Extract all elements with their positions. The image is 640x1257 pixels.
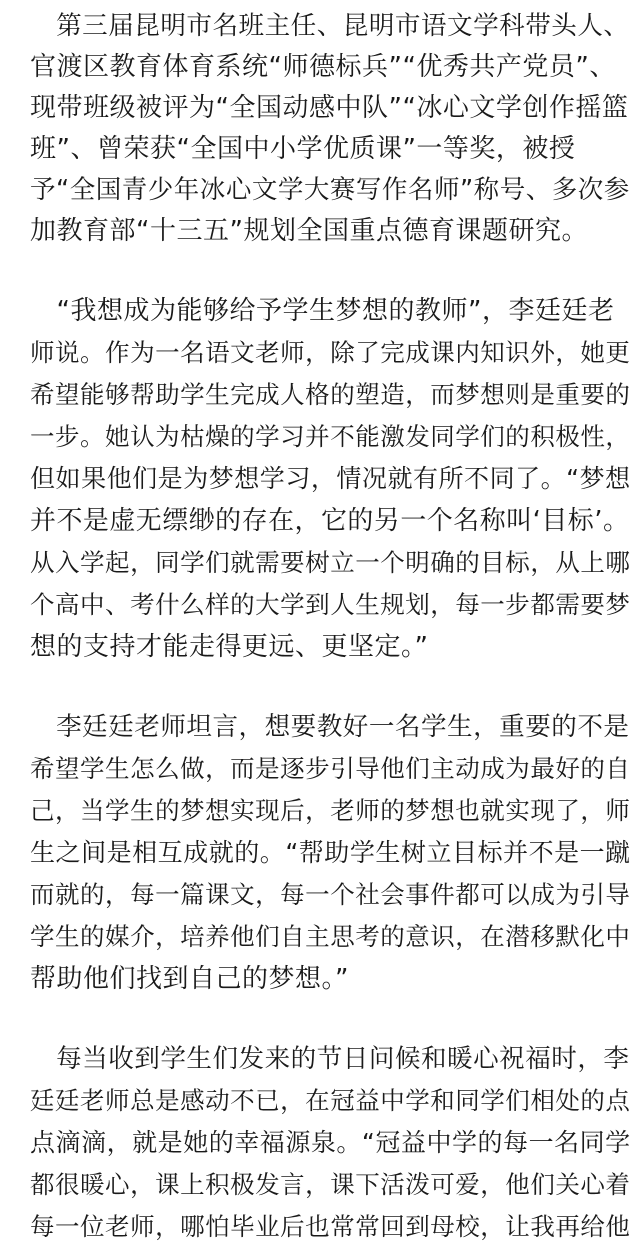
text-line: 官渡区教育体育系统“师德标兵”“优秀共产党员”、 <box>30 52 616 82</box>
text-line: 一步。她认为枯燥的学习并不能激发同学们的积极性， <box>30 422 631 451</box>
text-line: 班”、曾荣获“全国中小学优质课”一等奖，被授 <box>30 134 576 164</box>
text-line: 都很暖心，课上积极发言，课下活泼可爱，他们关心着 <box>30 1170 631 1199</box>
text-line: 现带班级被评为“全国动感中队”“冰心文学创作摇篮 <box>30 93 629 123</box>
text-line: 每当收到学生们发来的节日问候和暖心祝福时，李 <box>30 1044 630 1074</box>
text-line: 每一位老师，哪怕毕业后也常常回到母校，让我再给他 <box>30 1212 631 1241</box>
text-line: 希望学生怎么做，而是逐步引导他们主动成为最好的自 <box>30 754 631 783</box>
text-line: 从入学起，同学们就需要树立一个明确的目标，从上哪 <box>30 548 631 577</box>
text-line: 并不是虚无缥缈的存在，它的另一个名称叫‘目标’。 <box>30 506 630 536</box>
text-line: 想的支持才能走得更远、更坚定。” <box>30 632 429 662</box>
text-line: 师说。作为一名语文老师，除了完成课内知识外，她更 <box>30 338 631 367</box>
text-line: 个高中、考什么样的大学到人生规划，每一步都需要梦 <box>30 590 631 619</box>
text-line: 加教育部“十三五”规划全国重点德育课题研究。 <box>30 216 588 246</box>
text-line: 生之间是相互成就的。“帮助学生树立目标并不是一蹴 <box>30 838 631 867</box>
text-line: 李廷廷老师坦言，想要教好一名学生，重要的不是 <box>30 712 630 742</box>
text-line: 廷廷老师总是感动不已，在冠益中学和同学们相处的点 <box>30 1086 631 1115</box>
text-line: 点滴滴，就是她的幸福源泉。“冠益中学的每一名同学 <box>30 1128 631 1157</box>
text-line: 而就的，每一篇课文，每一个社会事件都可以成为引导 <box>30 880 631 909</box>
text-line: “我想成为能够给予学生梦想的教师”，李廷廷老 <box>30 296 615 326</box>
text-line: 帮助他们找到自己的梦想。” <box>30 964 349 994</box>
text-line: 第三届昆明市名班主任、昆明市语文学科带头人、 <box>30 11 630 41</box>
text-line: 己，当学生的梦想实现后，老师的梦想也就实现了，师 <box>30 796 631 825</box>
text-line: 但如果他们是为梦想学习，情况就有所不同了。“梦想 <box>30 464 631 493</box>
text-line: 学生的媒介，培养他们自主思考的意识，在潜移默化中 <box>30 922 631 951</box>
text-line: 予“全国青少年冰心文学大赛写作名师”称号、多次参 <box>30 175 630 205</box>
text-line: 希望能够帮助学生完成人格的塑造，而梦想则是重要的 <box>30 380 631 409</box>
